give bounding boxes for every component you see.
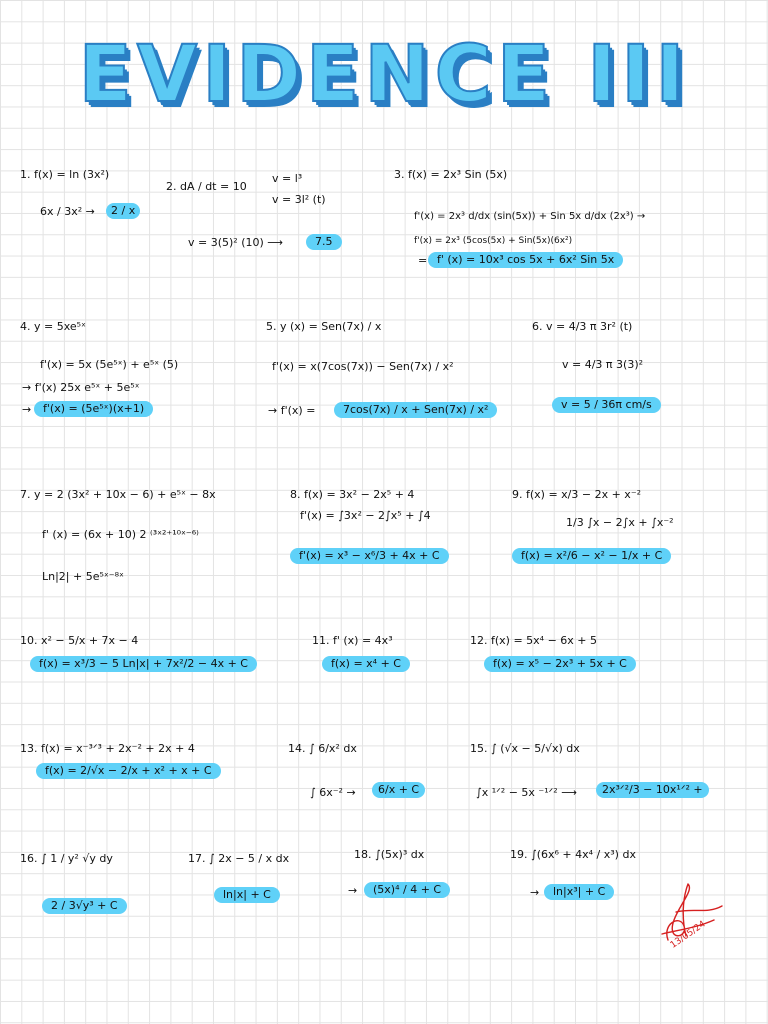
problem-9-question: 9. f(x) = x/3 − 2x + x⁻²: [512, 488, 642, 501]
problem-18-question: 18. ∫(5x)³ dx: [354, 848, 425, 861]
problem-14-answer: 6/x + C: [372, 782, 425, 798]
problem-4-line-1: f'(x) = 5x (5e⁵ˣ) + e⁵ˣ (5): [40, 358, 179, 371]
problem-2-line-2: v = 3l² (t): [272, 193, 326, 206]
problem-3-answer: f' (x) = 10x³ cos 5x + 6x² Sin 5x: [428, 252, 623, 268]
problem-3-equals: =: [418, 254, 428, 267]
problem-3-question: 3. f(x) = 2x³ Sin (5x): [394, 168, 508, 181]
problem-16-answer: 2 / 3√y³ + C: [42, 898, 127, 914]
problem-2-line-1: v = l³: [272, 172, 303, 185]
problem-5-answer: 7cos(7x) / x + Sen(7x) / x²: [334, 402, 497, 418]
problem-17-answer: ln|x| + C: [214, 887, 280, 903]
problem-5-question: 5. y (x) = Sen(7x) / x: [266, 320, 382, 333]
problem-15-answer: 2x³ᐟ²/3 − 10x¹ᐟ² +: [596, 782, 709, 798]
problem-1-question: 1. f(x) = ln (3x²): [20, 168, 110, 181]
problem-7-line-1: f' (x) = (6x + 10) 2 ⁽³ˣ²⁺¹⁰ˣ⁻⁶⁾: [42, 528, 199, 541]
problem-13-question: 13. f(x) = x⁻³ᐟ³ + 2x⁻² + 2x + 4: [20, 742, 195, 755]
problem-10-answer: f(x) = x³/3 − 5 Ln|x| + 7x²/2 − 4x + C: [30, 656, 257, 672]
problem-18-answer: (5x)⁴ / 4 + C: [364, 882, 450, 898]
problem-19-question: 19. ∫(6x⁶ + 4x⁴ / x³) dx: [510, 848, 636, 861]
problem-3-line-2: f'(x) = 2x³ (5cos(5x) + Sin(5x)(6x²): [414, 236, 573, 246]
problem-16-question: 16. ∫ 1 / y² √y dy: [20, 852, 113, 865]
problem-15-question: 15. ∫ (√x − 5/√x) dx: [470, 742, 580, 755]
problem-6-question: 6. v = 4/3 π 3r² (t): [532, 320, 633, 333]
problem-5-arrow: → f'(x) =: [268, 404, 316, 417]
problem-12-question: 12. f(x) = 5x⁴ − 6x + 5: [470, 634, 598, 647]
problem-9-line-1: 1/3 ∫x − 2∫x + ∫x⁻²: [566, 516, 674, 529]
problem-4-question: 4. y = 5xe⁵ˣ: [20, 320, 86, 333]
problem-13-answer: f(x) = 2/√x − 2/x + x² + x + C: [36, 763, 221, 779]
problem-7-line-2: Ln|2| + 5e⁵ˣ⁻⁸ˣ: [42, 570, 124, 583]
problem-6-line-1: v = 4/3 π 3(3)²: [562, 358, 644, 371]
problem-4-answer: f'(x) = (5e⁵ˣ)(x+1): [34, 401, 153, 417]
problem-18-arrow: →: [348, 884, 358, 897]
problem-10-question: 10. x² − 5/x + 7x − 4: [20, 634, 139, 647]
problem-2-step: v = 3(5)² (10) ⟶: [188, 236, 284, 249]
problem-1-answer: 2 / x: [106, 203, 140, 219]
problem-19-answer: ln|x³| + C: [544, 884, 614, 900]
problem-19-arrow: →: [530, 886, 540, 899]
problem-8-line-1: f'(x) = ∫3x² − 2∫x⁵ + ∫4: [300, 509, 431, 522]
problem-14-question: 14. ∫ 6/x² dx: [288, 742, 357, 755]
problem-4-line-2: → f'(x) 25x e⁵ˣ + 5e⁵ˣ: [22, 381, 140, 394]
problem-4-arrow: →: [22, 403, 32, 416]
signature-date: 13/05/24: [668, 919, 708, 951]
problem-1-step: 6x / 3x² →: [40, 205, 95, 218]
problem-9-answer: f(x) = x²/6 − x² − 1/x + C: [512, 548, 671, 564]
page-title: EVIDENCE III: [78, 30, 690, 120]
problem-2-question: 2. dA / dt = 10: [166, 180, 247, 193]
problem-15-step: ∫x ¹ᐟ² − 5x ⁻¹ᐟ² ⟶: [476, 786, 577, 799]
problem-7-question: 7. y = 2 (3x² + 10x − 6) + e⁵ˣ − 8x: [20, 488, 216, 501]
problem-14-step: ∫ 6x⁻² →: [310, 786, 356, 799]
problem-2-answer: 7.5: [306, 234, 342, 250]
problem-11-question: 11. f' (x) = 4x³: [312, 634, 393, 647]
problem-8-question: 8. f(x) = 3x² − 2x⁵ + 4: [290, 488, 415, 501]
problem-5-line-1: f'(x) = x(7cos(7x)) − Sen(7x) / x²: [272, 360, 454, 373]
problem-12-answer: f(x) = x⁵ − 2x³ + 5x + C: [484, 656, 636, 672]
problem-17-question: 17. ∫ 2x − 5 / x dx: [188, 852, 290, 865]
problem-6-answer: v = 5 / 36π cm/s: [552, 397, 661, 413]
problem-11-answer: f(x) = x⁴ + C: [322, 656, 410, 672]
problem-3-line-1: f'(x) = 2x³ d/dx (sin(5x)) + Sin 5x d/dx (2x³) →: [414, 211, 646, 222]
problem-8-answer: f'(x) = x³ − x⁶/3 + 4x + C: [290, 548, 449, 564]
